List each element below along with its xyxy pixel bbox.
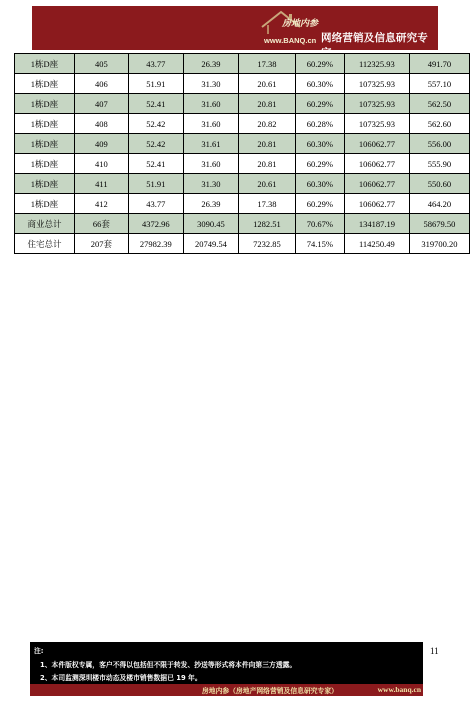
table-row <box>15 174 470 194</box>
table-cell: 4372.96 <box>128 214 183 234</box>
footer-bar <box>30 684 423 696</box>
table-cell: 51.91 <box>128 174 183 194</box>
table-cell: 60.30% <box>295 174 344 194</box>
table-cell: 20.81 <box>238 154 295 174</box>
table-row <box>15 214 470 234</box>
table-cell: 550.60 <box>409 174 469 194</box>
table-cell: 562.60 <box>409 114 469 134</box>
table-cell: 17.38 <box>238 194 295 214</box>
table-cell: 107325.93 <box>344 114 409 134</box>
table-cell: 1栋D座 <box>15 54 75 74</box>
table-cell: 106062.77 <box>344 174 409 194</box>
table-cell: 52.41 <box>128 154 183 174</box>
table-cell: 43.77 <box>128 54 183 74</box>
table-cell: 20.61 <box>238 174 295 194</box>
table-cell: 60.29% <box>295 154 344 174</box>
table-row <box>15 234 470 254</box>
table-cell: 1栋D座 <box>15 134 75 154</box>
logo-url: www.BANQ.cn <box>264 36 317 45</box>
table-cell: 107325.93 <box>344 74 409 94</box>
table-cell: 60.30% <box>295 134 344 154</box>
footer-url: www.banq.cn <box>377 685 421 694</box>
table-cell: 1栋D座 <box>15 194 75 214</box>
table-cell: 555.90 <box>409 154 469 174</box>
table-cell: 408 <box>75 114 129 134</box>
table-cell: 1栋D座 <box>15 94 75 114</box>
table-cell: 1栋D座 <box>15 114 75 134</box>
table-cell: 31.60 <box>183 94 238 114</box>
table-cell: 31.30 <box>183 74 238 94</box>
table-row <box>15 194 470 214</box>
table-cell: 410 <box>75 154 129 174</box>
footer-notes <box>30 642 423 684</box>
table-cell: 60.28% <box>295 114 344 134</box>
table-cell: 52.42 <box>128 114 183 134</box>
table-cell: 70.67% <box>295 214 344 234</box>
table-cell: 31.60 <box>183 154 238 174</box>
page-header <box>32 6 438 50</box>
table-cell: 1282.51 <box>238 214 295 234</box>
table-cell: 464.20 <box>409 194 469 214</box>
table-cell: 31.61 <box>183 134 238 154</box>
table-cell: 1栋D座 <box>15 154 75 174</box>
table-body <box>15 54 470 254</box>
table-cell: 1栋D座 <box>15 174 75 194</box>
table-cell: 106062.77 <box>344 134 409 154</box>
table-cell: 405 <box>75 54 129 74</box>
table-cell: 20.61 <box>238 74 295 94</box>
table-cell: 562.50 <box>409 94 469 114</box>
table-cell: 26.39 <box>183 54 238 74</box>
table-cell: 20749.54 <box>183 234 238 254</box>
table-cell: 20.81 <box>238 134 295 154</box>
table-cell: 557.10 <box>409 74 469 94</box>
table-cell: 商业总计 <box>15 214 75 234</box>
table-cell: 17.38 <box>238 54 295 74</box>
table-cell: 58679.50 <box>409 214 469 234</box>
table-row <box>15 94 470 114</box>
notes-heading: 注: <box>34 647 44 655</box>
table-cell: 60.29% <box>295 54 344 74</box>
table-row <box>15 134 470 154</box>
header-tagline: 网络营销及信息研究专 <box>321 32 428 44</box>
table-cell: 319700.20 <box>409 234 469 254</box>
table-cell: 406 <box>75 74 129 94</box>
table-cell: 住宅总计 <box>15 234 75 254</box>
table-cell: 52.42 <box>128 134 183 154</box>
table-cell: 20.81 <box>238 94 295 114</box>
table-row <box>15 54 470 74</box>
table-cell: 106062.77 <box>344 154 409 174</box>
table-cell: 491.70 <box>409 54 469 74</box>
table-cell: 106062.77 <box>344 194 409 214</box>
sales-table <box>14 53 470 254</box>
table-cell: 3090.45 <box>183 214 238 234</box>
table-cell: 407 <box>75 94 129 114</box>
table-cell: 107325.93 <box>344 94 409 114</box>
table-cell: 60.29% <box>295 94 344 114</box>
table-cell: 112325.93 <box>344 54 409 74</box>
table-cell: 43.77 <box>128 194 183 214</box>
page-number: 11 <box>430 646 439 656</box>
table-cell: 51.91 <box>128 74 183 94</box>
table-cell: 114250.49 <box>344 234 409 254</box>
table-cell: 31.60 <box>183 114 238 134</box>
table-cell: 556.00 <box>409 134 469 154</box>
table-cell: 26.39 <box>183 194 238 214</box>
table-cell: 60.30% <box>295 74 344 94</box>
table-row <box>15 114 470 134</box>
table-row <box>15 74 470 94</box>
footer-text: 房地内参（房地产网络营销及信息研究专家） <box>202 687 338 695</box>
table-cell: 1栋D座 <box>15 74 75 94</box>
table-cell: 20.82 <box>238 114 295 134</box>
table-cell: 74.15% <box>295 234 344 254</box>
table-cell: 60.29% <box>295 194 344 214</box>
table-cell: 31.30 <box>183 174 238 194</box>
note-item: 2、本司监测深圳楼市动态及楼市销售数据已 19 年。 <box>40 674 202 682</box>
table-row <box>15 154 470 174</box>
logo-script: 房地内参 <box>282 19 319 29</box>
table-cell: 27982.39 <box>128 234 183 254</box>
table-cell: 412 <box>75 194 129 214</box>
table-cell: 52.41 <box>128 94 183 114</box>
table-cell: 7232.85 <box>238 234 295 254</box>
table-cell: 66套 <box>75 214 129 234</box>
table-cell: 134187.19 <box>344 214 409 234</box>
table-cell: 207套 <box>75 234 129 254</box>
table-cell: 411 <box>75 174 129 194</box>
note-item: 1、本件版权专属，客户不得以包括但不限于转发、抄送等形式将本件向第三方透露。 <box>40 661 297 669</box>
table-cell: 409 <box>75 134 129 154</box>
